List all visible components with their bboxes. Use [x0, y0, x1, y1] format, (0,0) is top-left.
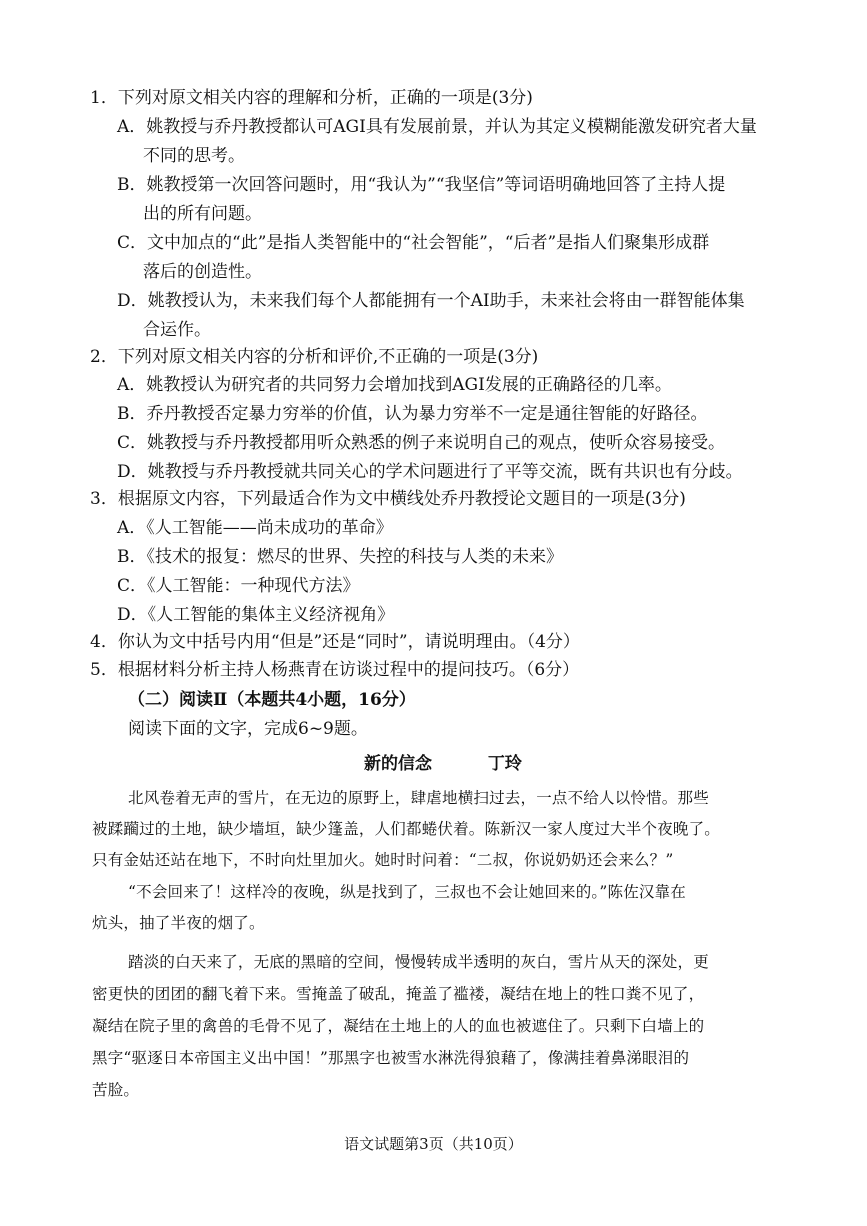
question-3-option-c: C．《人工智能：一种现代方法》 [117, 576, 360, 596]
question-2-option-b: B．乔丹教授否定暴力穷举的价值，认为暴力穷举不一定是通往智能的好路径。 [117, 404, 708, 424]
question-1-option-d: D．姚教授认为，未来我们每个人都能拥有一个AI助手，未来社会将由一群智能体集 [117, 291, 745, 311]
question-3-option-a: A．《人工智能——尚未成功的革命》 [117, 518, 393, 538]
story-line-10: 苦脸。 [92, 1081, 140, 1099]
story-line-7: 密更快的团团的翻飞着下来。雪掩盖了破乱，掩盖了褴褛，凝结在地上的牲口粪不见了， [92, 985, 705, 1003]
section-instruction: 阅读下面的文字，完成6~9题。 [128, 719, 368, 739]
story-line-9: 黑字“驱逐日本帝国主义出中国！”那黑字也被雪水淋洗得狼藉了，像满挂着鼻涕眼泪的 [92, 1049, 690, 1067]
question-2-option-a: A．姚教授认为研究者的共同努力会增加找到AGI发展的正确路径的几率。 [117, 375, 672, 395]
page-footer: 语文试题第3页（共10页） [344, 1135, 523, 1153]
section-heading: （二）阅读Ⅱ（本题共4小题，16分） [128, 690, 416, 710]
question-1-option-b: B．姚教授第一次回答问题时，用“我认为”“我坚信”等词语明确地回答了主持人提 [117, 175, 726, 195]
question-3-option-b: B．《技术的报复：燃尽的世界、失控的科技与人类的未来》 [117, 547, 563, 567]
question-3-stem: 3．根据原文内容，下列最适合作为文中横线处乔丹教授论文题目的一项是(3分) [90, 489, 686, 509]
story-line-1: 北风卷着无声的雪片，在无边的原野上，肆虐地横扫过去，一点不给人以怜惜。那些 [128, 789, 709, 807]
story-title [364, 752, 522, 776]
question-1-option-a-cont: 不同的思考。 [143, 146, 245, 166]
question-1-option-d-cont: 合运作。 [143, 320, 211, 340]
story-title-text: 新的信念 [364, 754, 432, 774]
story-author: 丁玲 [487, 754, 522, 774]
question-2-option-d: D．姚教授与乔丹教授就共同关心的学术问题进行了平等交流，既有共识也有分歧。 [117, 462, 743, 482]
story-line-6: 踏淡的白天来了，无底的黑暗的空间，慢慢转成半透明的灰白，雪片从天的深处，更 [128, 953, 709, 971]
question-1-option-c-cont: 落后的创造性。 [143, 262, 262, 282]
story-line-3: 只有金姑还站在地下，不时向灶里加火。她时时问着：“二叔，你说奶奶还会来么？” [92, 851, 674, 869]
question-5-stem: 5．根据材料分析主持人杨燕青在访谈过程中的提问技巧。（6分） [90, 660, 580, 680]
story-line-5: 炕头，抽了半夜的烟了。 [92, 914, 265, 932]
question-1-option-a: A．姚教授与乔丹教授都认可AGI具有发展前景，并认为其定义模糊能激发研究者大量 [117, 117, 757, 137]
question-2-option-c: C．姚教授与乔丹教授都用听众熟悉的例子来说明自己的观点，使听众容易接受。 [117, 433, 726, 453]
question-2-stem: 2．下列对原文相关内容的分析和评价,不正确的一项是(3分) [90, 347, 539, 367]
question-1-option-b-cont: 出的所有问题。 [143, 204, 262, 224]
story-line-2: 被蹂躏过的土地，缺少墙垣，缺少篷盖，人们都蜷伏着。陈新汉一家人度过大半个夜晚了。 [92, 820, 721, 838]
story-line-4: “不会回来了！这样冷的夜晚，纵是找到了，三叔也不会让她回来的。”陈佐汉靠在 [128, 883, 687, 901]
question-4-stem: 4．你认为文中括号内用“但是”还是“同时”，请说明理由。（4分） [90, 632, 580, 652]
question-3-option-d: D．《人工智能的集体主义经济视角》 [117, 605, 395, 625]
question-1-stem: 1．下列对原文相关内容的理解和分析，正确的一项是(3分) [90, 88, 533, 108]
question-1-option-c: C．文中加点的“此”是指人类智能中的“社会智能”，“后者”是指人们聚集形成群 [117, 233, 710, 253]
story-line-8: 凝结在院子里的禽兽的毛骨不见了，凝结在土地上的人的血也被遮住了。只剩下白墙上的 [92, 1017, 705, 1035]
